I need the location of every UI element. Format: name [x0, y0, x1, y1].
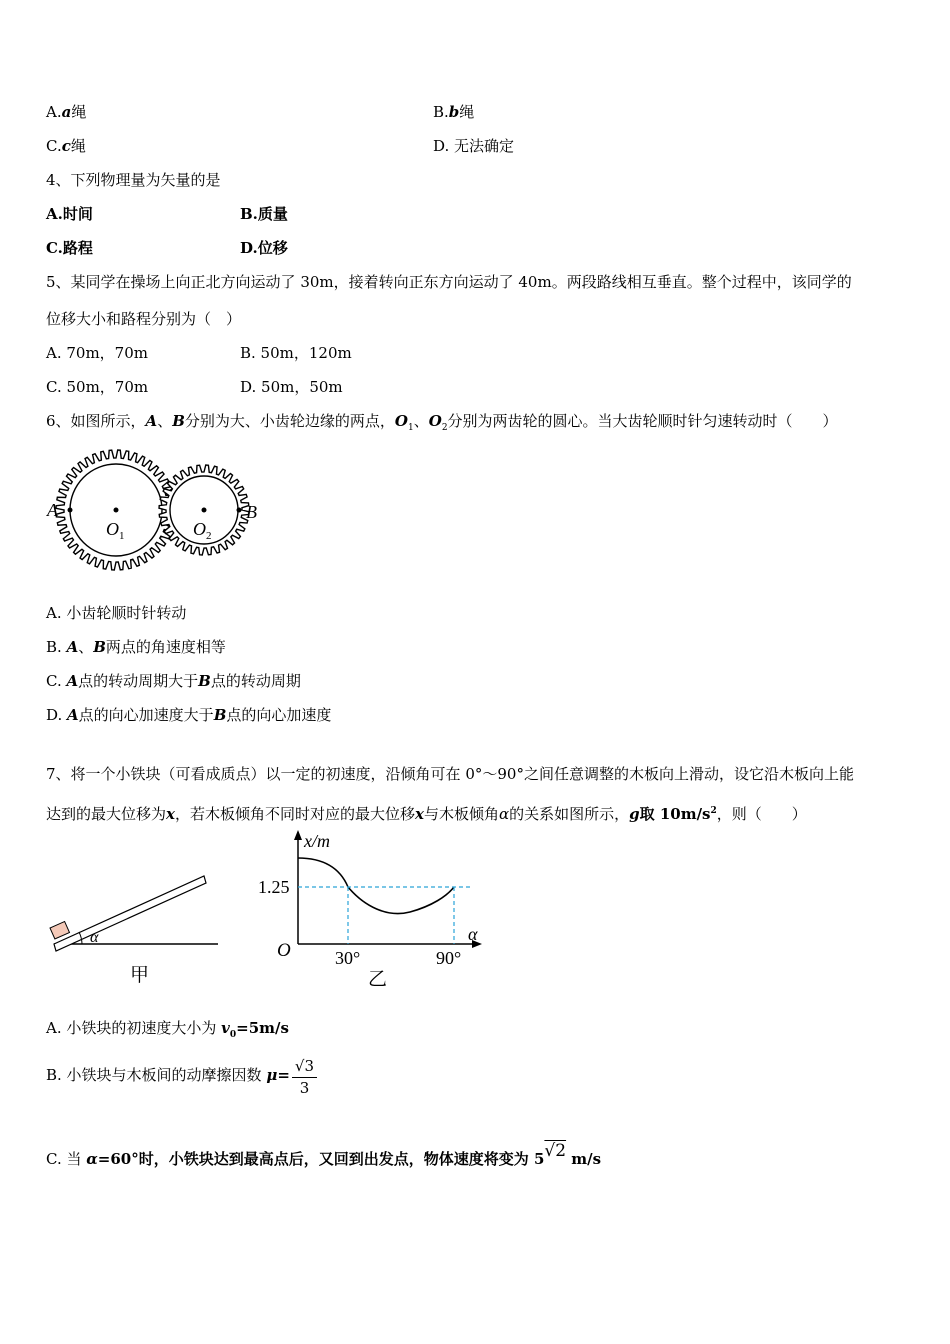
- point-b: B: [93, 638, 106, 656]
- separator: 、: [157, 412, 173, 430]
- q3-option-d: D. 无法确定: [433, 137, 515, 155]
- point-b: B: [213, 706, 227, 724]
- q6-option-c: [46, 671, 301, 691]
- variable-x: x: [414, 805, 424, 823]
- stem-text: 分别为两齿轮的圆心。当大齿轮顺时针匀速转动时（ ）: [447, 412, 838, 430]
- q6-option-d: [46, 705, 331, 725]
- q7-option-c: [46, 1141, 602, 1172]
- q3-option-c: [46, 136, 86, 156]
- curve: [298, 858, 454, 914]
- q7-option-b: [46, 1052, 317, 1098]
- option-text: 点的向心加速度: [226, 706, 332, 724]
- point-b-dot: [237, 508, 242, 513]
- y-axis-arrow: [294, 830, 302, 840]
- unit: m/s: [566, 1150, 602, 1168]
- label-a: A: [47, 500, 58, 520]
- variable: b: [448, 103, 460, 121]
- sqrt-two: √2: [544, 1141, 567, 1161]
- equals-sign: =: [277, 1066, 290, 1084]
- point-a-dot: [68, 508, 73, 513]
- iron-block: [50, 921, 69, 938]
- variable-x: x: [166, 805, 175, 823]
- q5-option-d: D. 50m，50m: [240, 378, 343, 396]
- option-text: B. 小铁块与木板间的动摩擦因数: [46, 1066, 267, 1084]
- variable: a: [61, 103, 72, 121]
- label-o1: O: [106, 519, 119, 539]
- q3-option-a: [46, 102, 86, 122]
- option-label: B.: [46, 638, 67, 656]
- stem-text: 与木板倾角: [423, 805, 499, 823]
- variable-v: v: [221, 1019, 230, 1037]
- point-a: A: [67, 706, 79, 724]
- option-label: A.: [46, 103, 62, 121]
- option-text: 绳: [71, 103, 87, 121]
- point-a: A: [145, 412, 158, 430]
- y-axis-label: x/m: [304, 831, 330, 851]
- q4-option-c: C.路程: [46, 239, 93, 257]
- variable-mu: μ: [266, 1066, 278, 1084]
- q4-option-d: D.位移: [240, 239, 288, 257]
- stem-text: 6、如图所示，: [46, 412, 146, 430]
- variable: c: [61, 137, 71, 155]
- origin-label: O: [277, 940, 291, 961]
- option-label: C.: [46, 137, 62, 155]
- stem-text: ，若木板倾角不同时对应的最大位移: [174, 805, 415, 823]
- subscript: 0: [229, 1030, 237, 1040]
- figure-label-jia: 甲: [130, 965, 150, 986]
- label-b: B: [246, 502, 257, 522]
- separator: 、: [413, 412, 429, 430]
- stem-text: 取 10m/s: [639, 805, 711, 823]
- label-o1-sub: 1: [119, 530, 125, 542]
- option-text: 点的转动周期: [210, 672, 301, 690]
- q6-option-a: A. 小齿轮顺时针转动: [46, 604, 187, 622]
- fraction-denominator: 3: [299, 1078, 310, 1097]
- figure-label-yi: 乙: [368, 969, 388, 990]
- q7-option-a: [46, 1018, 289, 1045]
- x-tick-30: 30°: [335, 948, 361, 968]
- label-o2-sub: 2: [206, 530, 212, 542]
- angle-label: α: [90, 929, 99, 946]
- o2-dot: [202, 508, 207, 513]
- option-text: 绳: [70, 137, 86, 155]
- q6-stem: [46, 411, 838, 438]
- q5-stem-line1: 5、某同学在操场上向正北方向运动了 30m，接着转向正东方向运动了 40m。两段路线相互垂直。整个过程中，该同学的: [46, 273, 852, 291]
- subscript: 2: [441, 423, 448, 433]
- q3-option-b: [433, 102, 474, 122]
- q4-option-a: A.时间: [46, 205, 93, 223]
- point-b: B: [198, 672, 211, 690]
- option-text: 两点的角速度相等: [105, 638, 226, 656]
- option-text: 绳: [459, 103, 475, 121]
- stem-text: ，则（ ）: [716, 805, 807, 823]
- graph-figure: [252, 828, 492, 994]
- q7-stem-line1: 7、将一个小铁块（可看成质点）以一定的初速度，沿倾角可在 0°～90°之间任意调整的木板向上滑动，设它沿木板向上能: [46, 765, 854, 783]
- option-text: =60°时，小铁块达到最高点后，又回到出发点，物体速度将变为 5: [97, 1150, 545, 1168]
- x-axis-label: α: [468, 924, 478, 944]
- option-text: 点的向心加速度大于: [78, 706, 214, 724]
- board: [54, 876, 206, 951]
- stem-text: 达到的最大位移为: [46, 805, 167, 823]
- q5-option-b: B. 50m，120m: [240, 344, 352, 362]
- gears-figure: [44, 448, 274, 574]
- q5-option-a: A. 70m，70m: [46, 344, 148, 362]
- q4-stem: 4、下列物理量为矢量的是: [46, 171, 221, 189]
- q5-option-c: C. 50m，70m: [46, 378, 149, 396]
- q7-stem-line2: [46, 801, 807, 824]
- label-o2: O: [193, 519, 206, 539]
- center-o2: O: [428, 412, 442, 430]
- option-text: A. 小铁块的初速度大小为: [46, 1019, 222, 1037]
- x-tick-90: 90°: [436, 948, 462, 968]
- variable-alpha: α: [86, 1150, 98, 1168]
- superscript: 2: [710, 806, 717, 816]
- stem-text: 分别为大、小齿轮边缘的两点，: [184, 412, 395, 430]
- variable-g: g: [629, 805, 640, 823]
- fraction-numerator: √3: [292, 1055, 317, 1078]
- q6-option-b: [46, 637, 226, 657]
- point-b: B: [172, 412, 185, 430]
- option-text: C. 当: [46, 1150, 87, 1168]
- variable-alpha: α: [498, 805, 510, 823]
- center-o1: O: [394, 412, 408, 430]
- option-value: =5m/s: [236, 1019, 289, 1037]
- y-tick-label: 1.25: [258, 877, 290, 897]
- option-label: C.: [46, 672, 67, 690]
- option-label: B.: [433, 103, 449, 121]
- point-a: A: [66, 672, 79, 690]
- point-a: A: [66, 638, 79, 656]
- option-text: 点的转动周期大于: [78, 672, 199, 690]
- separator: 、: [78, 638, 94, 656]
- incline-figure: [44, 868, 224, 993]
- option-label: D.: [46, 706, 68, 724]
- q4-option-b: B.质量: [240, 205, 288, 223]
- fraction: [292, 1055, 317, 1098]
- q5-stem-line2: 位移大小和路程分别为（ ）: [46, 310, 242, 328]
- stem-text: 的关系如图所示，: [509, 805, 630, 823]
- o1-dot: [114, 508, 119, 513]
- subscript: 1: [407, 423, 414, 433]
